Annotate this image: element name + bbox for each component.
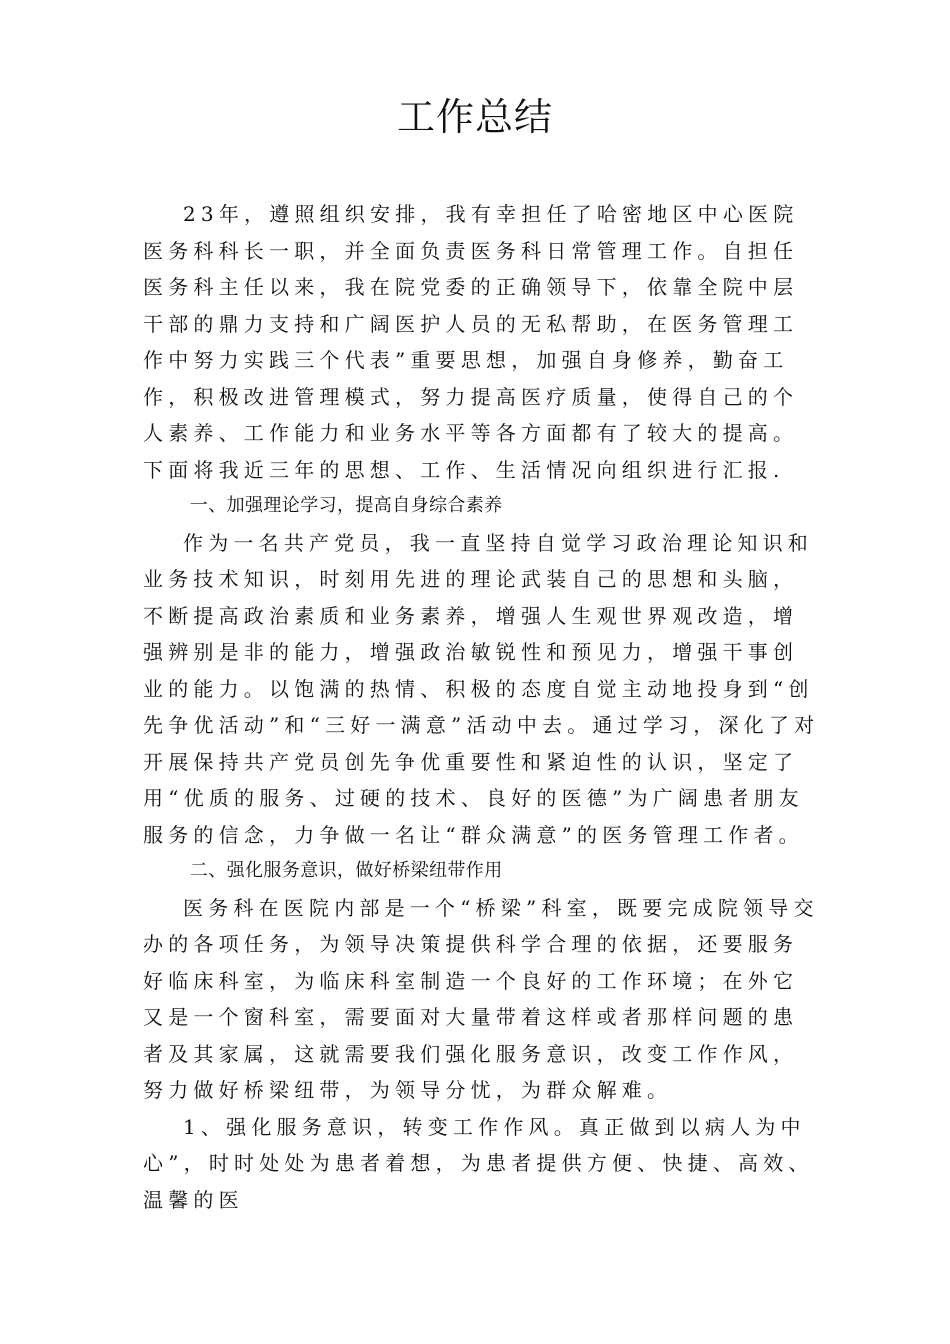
- paragraph-theory-study: 作为一名共产党员，我一直坚持自觉学习政治理论知识和业务技术知识，时刻用先进的理论武装自己的思想和头脑，不断提高政治素质和业务素养，增强人生观世界观改造，增强辨别是非的能力，增强政治敏锐性和预见力，增强干事创业的能力。以饱满的热情、积极的态度自觉主动地投身到“创先争优活动”和“三好一满意”活动中去。通过学习，深化了对开展保持共产党员创先争优重要性和紧迫性的认识，坚定了用“优质的服务、过硬的技术、良好的医德”为广阔患者朋友服务的信念，力争做一名让“群众满意”的医务管理工作者。: [143, 530, 820, 847]
- document-body: [143, 196, 823, 1218]
- paragraph-service-awareness: 医务科在医院内部是一个“桥梁”科室，既要完成院领导交办的各项任务，为领导决策提供科学合理的依据，还要服务好临床科室，为临床科室制造一个良好的工作环境；在外它又是一个窗科室，需要面对大量带着这样或者那样问题的患者及其家属，这就需要我们强化服务意识，改变工作作风，努力做好桥梁纽带，为领导分忧，为群众解难。: [143, 895, 819, 1102]
- paragraph-item-1: 1、强化服务意识，转变工作作风。真正做到以病人为中心”，时时处处为患者着想，为患者提供方便、快捷、高效、温馨的医: [143, 1114, 814, 1212]
- paragraph-intro: 23年，遵照组织安排，我有幸担任了哈密地区中心医院医务科科长一职，并全面负责医务科日常管理工作。自担任医务科主任以来，我在院党委的正确领导下，依靠全院中层干部的鼎力支持和广阔医护人员的无私帮助，在医务管理工作中努力实践三个代表”重要思想，加强自身修养，勤奋工作，积极改进管理模式，努力提高医疗质量，使得自己的个人素养、工作能力和业务水平等各方面都有了较大的提高。下面将我近三年的思想、工作、生活情况向组织进行汇报.: [143, 202, 799, 482]
- section-heading-2: 二、强化服务意识，做好桥梁纽带作用: [189, 860, 503, 881]
- document-title: 工作总结: [396, 95, 553, 139]
- section-heading-1: 一、加强理论学习，提高自身综合素养: [189, 495, 503, 516]
